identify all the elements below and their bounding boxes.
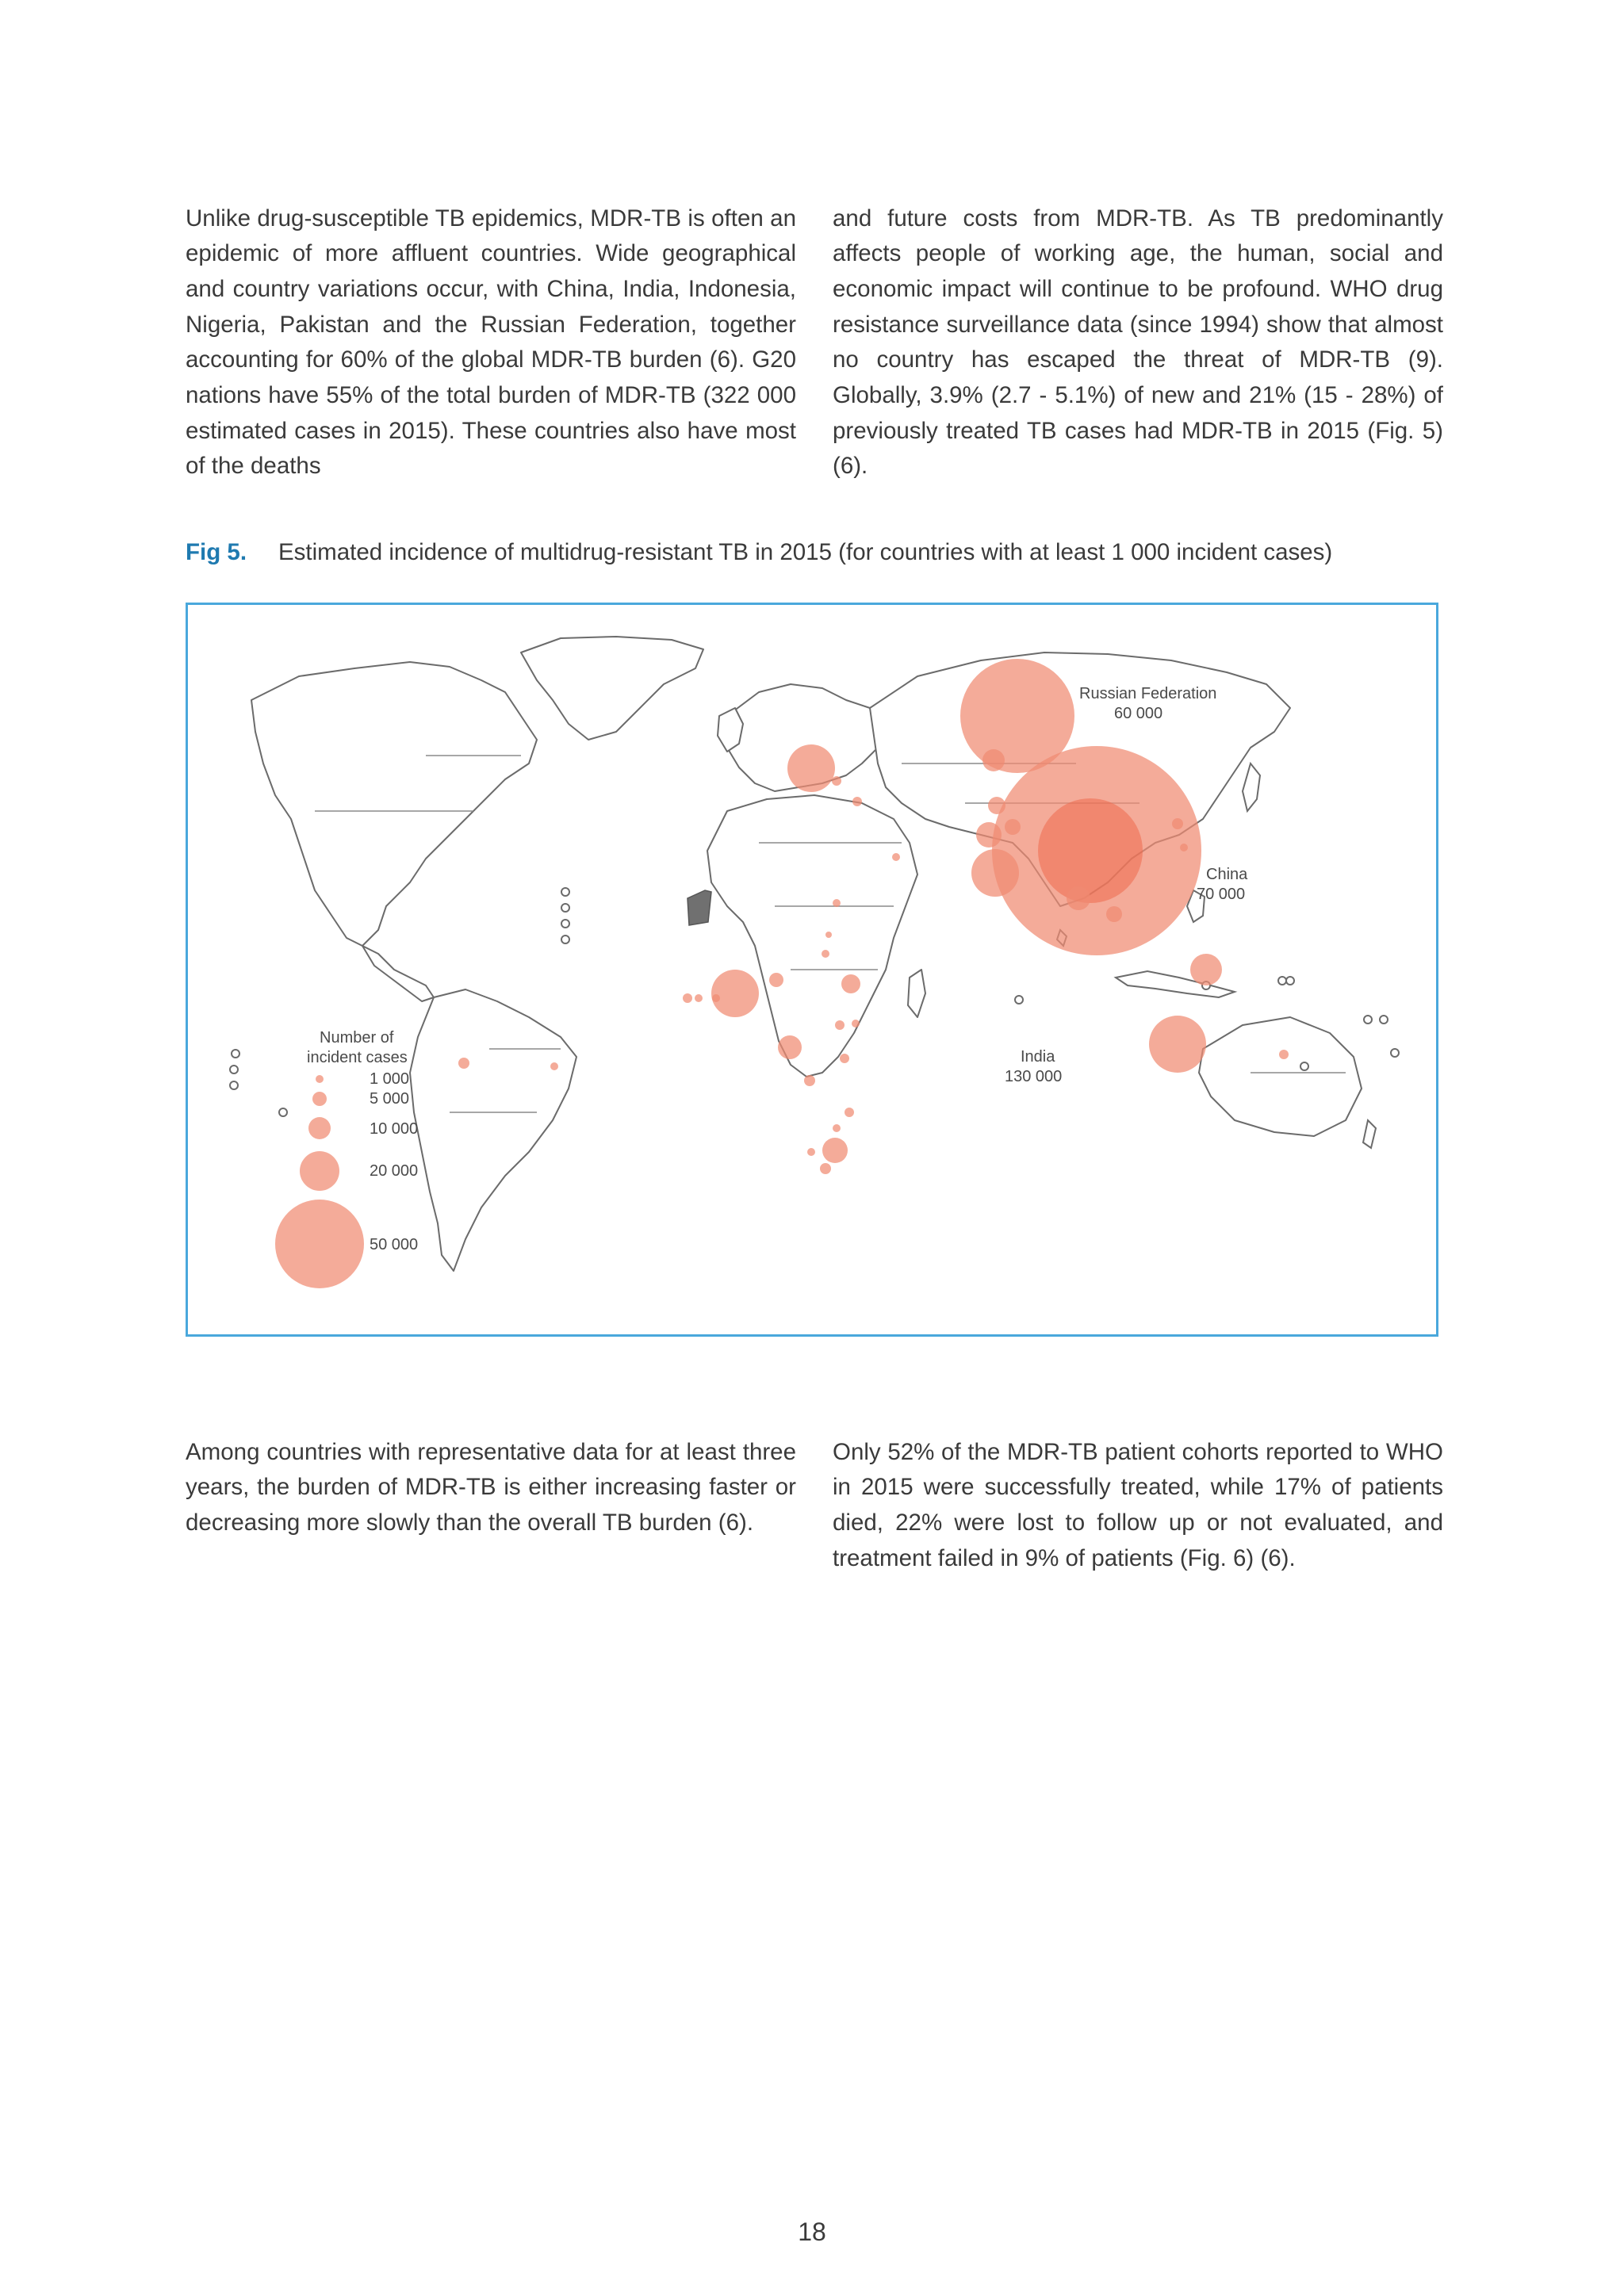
island-marker — [1380, 1016, 1388, 1024]
legend-label-10000: 10 000 — [370, 1120, 419, 1138]
island-marker — [232, 1050, 239, 1058]
island-marker — [279, 1108, 287, 1116]
bubble-kyrgyzstan — [1005, 819, 1021, 835]
south-america-shape — [410, 989, 576, 1271]
label-india: India — [1021, 1048, 1055, 1066]
bubble-vietnam — [1106, 906, 1122, 922]
bubble-liberia — [712, 994, 720, 1002]
label-india-value: 130 000 — [1005, 1068, 1063, 1085]
world-map — [188, 605, 1436, 1334]
island-marker — [230, 1081, 238, 1089]
australia-shape — [1199, 1017, 1362, 1136]
japan-shape — [1243, 763, 1260, 811]
island-marker — [1364, 1016, 1372, 1024]
bubble-guinea — [683, 993, 692, 1003]
bubble-brazil — [550, 1062, 558, 1070]
figure-caption — [186, 537, 1454, 568]
bubble-angola — [804, 1075, 815, 1086]
legend-title-line2: incident cases — [307, 1049, 408, 1066]
page-number: 18 — [798, 2218, 826, 2246]
island-marker — [561, 936, 569, 943]
label-russian-federation-value: 60 000 — [1114, 705, 1163, 722]
bubble-dprk — [1172, 818, 1183, 829]
north-america-shape — [251, 662, 537, 946]
bubble-nigeria — [711, 970, 759, 1017]
bubble-indonesia — [1149, 1016, 1206, 1073]
paragraph-mdr-tb-costs: and future costs from MDR-TB. As TB predominantly affects people of working age, the human, social and economic impact will continue to be profound. WHO drug resistance surveillance data (since 1994) show that almost no country has escaped the threat of MDR-TB (9). Globally, 3.9% (2.7 - 5.1%) of new and 21% (15 - 28%) of previously treated TB cases had MDR-TB in 2015 (Fig. 5) (6). — [833, 205, 1443, 480]
island-marker — [1286, 977, 1294, 985]
legend-label-5000: 5 000 — [370, 1090, 410, 1108]
legend-bubble-20000 — [300, 1151, 339, 1191]
bubble-egypt — [833, 899, 841, 907]
legend-label-20000: 20 000 — [370, 1162, 419, 1180]
figure-caption-text: Estimated incidence of multidrug-resistant TB in 2015 (for countries with at least 1 000 incident cases) — [278, 539, 1333, 565]
island-marker — [561, 904, 569, 912]
bubble-south-africa — [822, 1138, 848, 1163]
bubble-azerbaijan — [892, 853, 900, 861]
western-sahara-shape — [688, 890, 711, 925]
bubble-ethiopia — [841, 974, 860, 993]
bubble-peru — [458, 1058, 469, 1069]
bubble-mozambique — [845, 1108, 854, 1117]
paragraph-mdr-tb-affluent: Unlike drug-susceptible TB epidemics, MDR-TB is often an epidemic of more affluent countries. Wide geographical and country variations occur, with China, India, Indonesia, Nigeria, Pakistan and the Russian Federation, together accounting for 60% of the global MDR-TB burden (6). G20 nations have 55% of the total burden of MDR-TB (322 000 estimated cases in 2015). These countries also have most of the deaths — [186, 205, 796, 480]
island-marker — [1300, 1062, 1308, 1070]
africa-shape — [707, 795, 917, 1077]
bubble-kenya — [852, 1020, 860, 1027]
bubble-sudan — [822, 950, 829, 958]
bubble-lesotho — [820, 1163, 831, 1174]
legend-bubble-5000 — [312, 1092, 327, 1106]
bubble-philippines — [1190, 954, 1222, 985]
map-figure — [186, 603, 1438, 1337]
legend-label-1000: 1 000 — [370, 1070, 410, 1088]
paragraph-mdr-tb-trend: Among countries with representative data for at least three years, the burden of MDR-TB is either increasing faster or decreasing more slowly than the overall TB burden (6). — [186, 1438, 796, 1536]
island-marker — [1278, 977, 1286, 985]
bubble-iran — [976, 822, 1002, 848]
bubble-korea — [1180, 844, 1188, 851]
island-marker — [561, 920, 569, 928]
legend-title-line1: Number of — [320, 1029, 394, 1047]
bubble-zimbabwe — [833, 1124, 841, 1132]
legend-bubble-10000 — [308, 1117, 331, 1139]
bubble-pakistan — [971, 849, 1019, 897]
island-marker — [1015, 996, 1023, 1004]
bubble-cameroon — [769, 973, 783, 987]
island-marker — [230, 1066, 238, 1073]
island-marker — [1391, 1049, 1399, 1057]
legend-label-50000: 50 000 — [370, 1236, 419, 1253]
bubble-china — [1038, 798, 1143, 903]
bubble-myanmar — [1067, 886, 1090, 910]
bubble-uganda — [835, 1020, 845, 1030]
bubble-ukraine — [787, 744, 835, 792]
bubble-belarus — [832, 776, 841, 786]
legend-bubble-1000 — [316, 1075, 324, 1083]
bubble-namibia — [807, 1148, 815, 1156]
bubble-moldova — [852, 797, 862, 806]
madagascar-shape — [908, 970, 925, 1017]
greenland-shape — [521, 637, 703, 740]
bubble-tanzania — [840, 1054, 849, 1063]
island-marker — [561, 888, 569, 896]
bubble-chad — [825, 932, 832, 938]
central-america-shape — [362, 946, 434, 1001]
label-russian-federation: Russian Federation — [1079, 685, 1217, 702]
bubble-uzbekistan — [988, 797, 1005, 814]
bubble-drc — [778, 1035, 802, 1059]
label-china: China — [1206, 866, 1248, 883]
label-china-value: 70 000 — [1197, 886, 1246, 903]
new-zealand-shape — [1363, 1120, 1376, 1148]
bubble-kazakhstan — [982, 749, 1005, 771]
legend-bubble-50000 — [275, 1200, 364, 1288]
bubble-png — [1279, 1050, 1289, 1059]
bubble-sierra-leone — [695, 994, 703, 1002]
figure-label: Fig 5. — [186, 539, 247, 565]
paragraph-mdr-tb-outcomes: Only 52% of the MDR-TB patient cohorts reported to WHO in 2015 were successfully treated, while 17% of patients died, 22% were lost to follow up or not evaluated, and treatment failed in 9% of patients (Fig. 6) (6). — [833, 1438, 1443, 1571]
